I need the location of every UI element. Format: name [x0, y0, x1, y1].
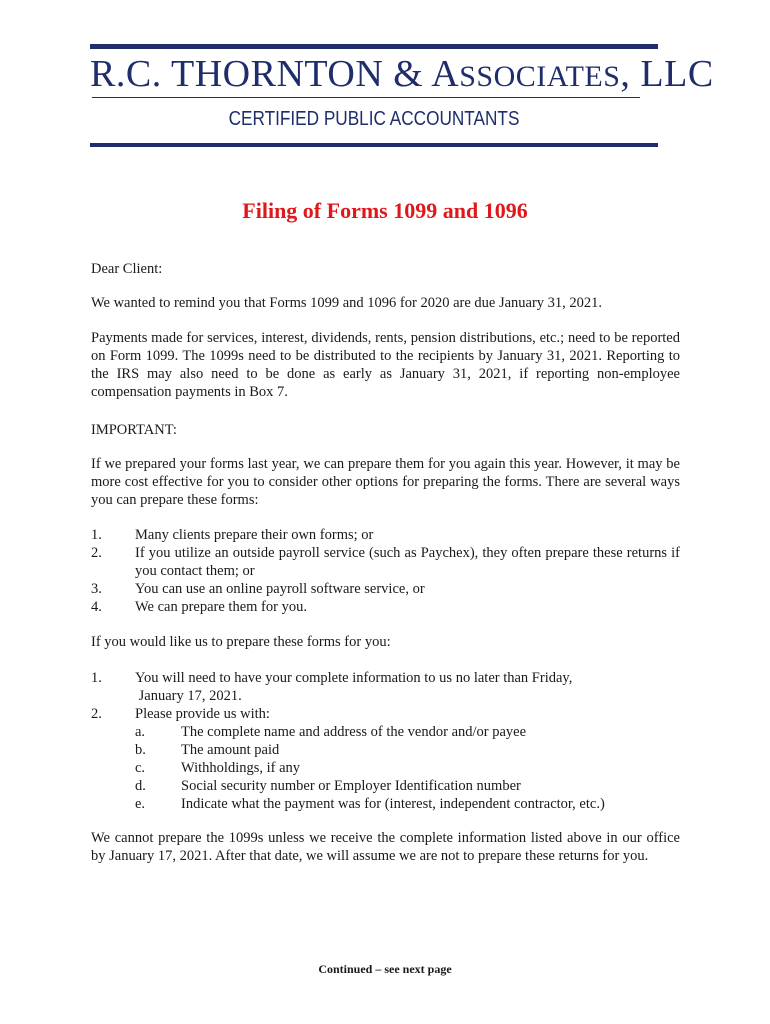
list-item [91, 544, 680, 580]
firm-name: R.C. THORNTON & ASSOCIATES, LLC [90, 53, 714, 95]
sub-list-text: The complete name and address of the vendor and/or payee [181, 724, 527, 740]
list-number: 1. [91, 527, 102, 543]
list-item [91, 705, 680, 723]
letterhead-top-rule [90, 44, 658, 49]
sub-list-letter: a. [135, 724, 146, 740]
list-text: Many clients prepare their own forms; or [135, 527, 374, 543]
requirements-list [91, 669, 680, 813]
prepared-paragraph: If we prepared your forms last year, we can prepare them for you again this year. However, it may be more cost effective for you to consider other options for preparing the forms. There are several ways you can prepare these forms: [91, 456, 680, 508]
sub-list-letter: d. [135, 778, 146, 794]
list-number: 2. [91, 706, 102, 722]
sub-list-text: The amount paid [181, 742, 280, 758]
list-text: We can prepare them for you. [135, 599, 307, 615]
letterhead-bottom-rule [90, 143, 658, 147]
document-title: Filing of Forms 1099 and 1096 [242, 198, 528, 223]
list-text: You can use an online payroll software service, or [135, 581, 425, 597]
sub-list-letter: b. [135, 742, 146, 758]
salutation: Dear Client: [91, 261, 163, 277]
sub-list-letter: e. [135, 796, 146, 812]
like-paragraph: If you would like us to prepare these forms for you: [91, 634, 391, 650]
continued-footer: Continued – see next page [318, 962, 452, 976]
reminder-paragraph: We wanted to remind you that Forms 1099 and 1096 for 2020 are due January 31, 2021. [91, 295, 603, 311]
sub-list-item [135, 741, 680, 759]
sub-list-text: Withholdings, if any [181, 760, 301, 776]
list-number: 3. [91, 581, 102, 597]
sub-list-letter: c. [135, 760, 146, 776]
sub-list-item [135, 777, 680, 795]
list-item [91, 526, 680, 544]
sub-list-item [135, 795, 680, 813]
firm-subtitle: CERTIFIED PUBLIC ACCOUNTANTS [228, 108, 520, 130]
sub-list-text: Social security number or Employer Identification number [181, 778, 521, 794]
list-text-line: January 17, 2021. [135, 688, 242, 704]
list-text: If you utilize an outside payroll service (such as Paychex), they often prepare these returns if you contact them; or [135, 545, 680, 579]
payments-paragraph: Payments made for services, interest, dividends, rents, pension distributions, etc.; need to be reported on Form 1099. The 1099s need to be distributed to the recipients by January 31, 2021. Reporting to the IRS may also need to be done as early as January 31, 2021, if reporting non-employee compensation payments in Box 7. [91, 330, 680, 400]
important-label: IMPORTANT: [91, 422, 177, 438]
cannot-paragraph: We cannot prepare the 1099s unless we receive the complete information listed above in our office by January 17, 2021. After that date, we will assume we are not to prepare these returns for you. [91, 830, 680, 864]
list-number: 2. [91, 545, 102, 561]
list-item [91, 669, 680, 705]
list-number: 4. [91, 599, 102, 615]
list-item [91, 598, 680, 616]
sub-list-text: Indicate what the payment was for (interest, independent contractor, etc.) [181, 796, 605, 812]
list-item [91, 580, 680, 598]
list-number: 1. [91, 670, 102, 686]
list-text-line: You will need to have your complete information to us no later than Friday, [135, 670, 573, 686]
sub-list-item [135, 723, 680, 741]
options-list [91, 526, 680, 616]
list-text [135, 669, 680, 705]
sub-list-item [135, 759, 680, 777]
list-text: Please provide us with: [135, 706, 270, 722]
letterhead-middle-rule [92, 97, 640, 98]
